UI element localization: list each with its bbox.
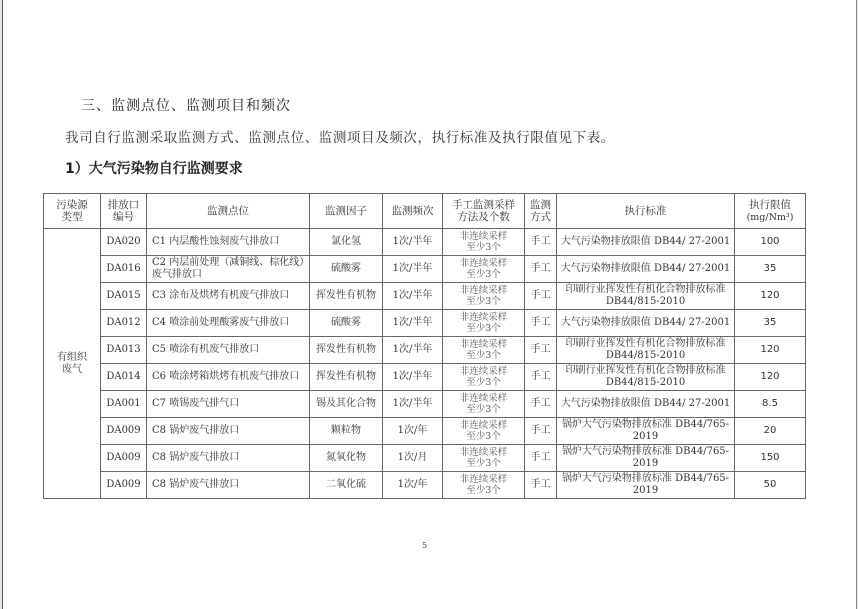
limit-cell: 20 (735, 418, 806, 445)
limit-cell: 50 (735, 472, 806, 499)
outlet-cell: DA009 (101, 472, 147, 499)
factor-cell: 挥发性有机物 (310, 283, 383, 310)
frequency-cell: 1次/年 (383, 472, 443, 499)
standard-cell: 印刷行业挥发性有机化合物排放标准 DB44/815-2010 (557, 364, 735, 391)
frequency-cell: 1次/半年 (383, 283, 443, 310)
location-cell: C8 锅炉废气排放口 (147, 445, 310, 472)
location-cell: C6 喷涂烤箱烘烤有机废气排放口 (147, 364, 310, 391)
frequency-cell: 1次/半年 (383, 364, 443, 391)
method-cell: 非连续采样 至少3个 (443, 283, 525, 310)
location-cell: C1 内层酸性蚀刻废气排放口 (147, 229, 310, 256)
mode-cell: 手工 (525, 418, 557, 445)
header-source-type: 污染源 类型 (44, 194, 101, 229)
table-row (44, 472, 806, 499)
header-outlet-no: 排放口 编号 (101, 194, 147, 229)
standard-cell: 锅炉大气污染物排放标准 DB44/765-2019 (557, 472, 735, 499)
limit-cell: 100 (735, 229, 806, 256)
mode-cell: 手工 (525, 472, 557, 499)
factor-cell: 氮氧化物 (310, 445, 383, 472)
factor-cell: 氯化氢 (310, 229, 383, 256)
method-cell: 非连续采样 至少3个 (443, 418, 525, 445)
method-cell: 非连续采样 至少3个 (443, 256, 525, 283)
table-header-row (44, 194, 806, 229)
outlet-cell: DA016 (101, 256, 147, 283)
table-row (44, 391, 806, 418)
standard-cell: 大气污染物排放限值 DB44/ 27-2001 (557, 229, 735, 256)
location-cell: C8 锅炉废气排放口 (147, 418, 310, 445)
header-mode: 监测 方式 (525, 194, 557, 229)
outlet-cell: DA020 (101, 229, 147, 256)
limit-cell: 35 (735, 310, 806, 337)
section-title: 三、监测点位、监测项目和频次 (81, 98, 291, 114)
table-row (44, 445, 806, 472)
page-number: 5 (422, 541, 428, 550)
location-cell: C8 锅炉废气排放口 (147, 472, 310, 499)
method-cell: 非连续采样 至少3个 (443, 229, 525, 256)
frequency-cell: 1次/半年 (383, 310, 443, 337)
subsection-title: 1）大气污染物自行监测要求 (65, 161, 243, 177)
frequency-cell: 1次/半年 (383, 256, 443, 283)
table-row (44, 283, 806, 310)
standard-cell: 印刷行业挥发性有机化合物排放标准 DB44/815-2010 (557, 337, 735, 364)
method-cell: 非连续采样 至少3个 (443, 445, 525, 472)
table-row (44, 418, 806, 445)
header-limit: 执行限值 (mg/Nm³) (735, 194, 806, 229)
method-cell: 非连续采样 至少3个 (443, 391, 525, 418)
mode-cell: 手工 (525, 445, 557, 472)
standard-cell: 大气污染物排放限值 DB44/ 27-2001 (557, 391, 735, 418)
table-row (44, 310, 806, 337)
monitoring-table (43, 193, 806, 499)
factor-cell: 挥发性有机物 (310, 364, 383, 391)
factor-cell: 硫酸雾 (310, 310, 383, 337)
limit-cell: 150 (735, 445, 806, 472)
method-cell: 非连续采样 至少3个 (443, 472, 525, 499)
outlet-cell: DA009 (101, 418, 147, 445)
mode-cell: 手工 (525, 364, 557, 391)
frequency-cell: 1次/半年 (383, 391, 443, 418)
table-row (44, 229, 806, 256)
table-row (44, 256, 806, 283)
factor-cell: 硫酸雾 (310, 256, 383, 283)
factor-cell: 挥发性有机物 (310, 337, 383, 364)
location-cell: C4 喷涂前处理酸雾废气排放口 (147, 310, 310, 337)
factor-cell: 颗粒物 (310, 418, 383, 445)
header-location: 监测点位 (147, 194, 310, 229)
method-cell: 非连续采样 至少3个 (443, 310, 525, 337)
limit-cell: 35 (735, 256, 806, 283)
standard-cell: 大气污染物排放限值 DB44/ 27-2001 (557, 256, 735, 283)
limit-cell: 8.5 (735, 391, 806, 418)
location-cell: C7 喷锡废气排气口 (147, 391, 310, 418)
standard-cell: 大气污染物排放限值 DB44/ 27-2001 (557, 310, 735, 337)
limit-cell: 120 (735, 283, 806, 310)
standard-cell: 锅炉大气污染物排放标准 DB44/765-2019 (557, 445, 735, 472)
header-frequency: 监测频次 (383, 194, 443, 229)
factor-cell: 二氧化硫 (310, 472, 383, 499)
frequency-cell: 1次/月 (383, 445, 443, 472)
outlet-cell: DA009 (101, 445, 147, 472)
factor-cell: 锡及其化合物 (310, 391, 383, 418)
frequency-cell: 1次/年 (383, 418, 443, 445)
source-type-cell: 有组织 废气 (44, 229, 101, 499)
outlet-cell: DA012 (101, 310, 147, 337)
mode-cell: 手工 (525, 256, 557, 283)
location-cell: C3 涂布及烘烤有机废气排放口 (147, 283, 310, 310)
mode-cell: 手工 (525, 391, 557, 418)
outlet-cell: DA014 (101, 364, 147, 391)
mode-cell: 手工 (525, 337, 557, 364)
outlet-cell: DA001 (101, 391, 147, 418)
standard-cell: 锅炉大气污染物排放标准 DB44/765-2019 (557, 418, 735, 445)
outlet-cell: DA015 (101, 283, 147, 310)
method-cell: 非连续采样 至少3个 (443, 337, 525, 364)
location-cell: C2 内层前处理（减铜线、棕化线）废气排放口 (147, 256, 310, 283)
mode-cell: 手工 (525, 283, 557, 310)
header-factor: 监测因子 (310, 194, 383, 229)
frequency-cell: 1次/半年 (383, 229, 443, 256)
limit-cell: 120 (735, 337, 806, 364)
limit-cell: 120 (735, 364, 806, 391)
mode-cell: 手工 (525, 310, 557, 337)
outlet-cell: DA013 (101, 337, 147, 364)
location-cell: C5 喷涂有机废气排放口 (147, 337, 310, 364)
header-manual-method: 手工监测采样 方法及个数 (443, 194, 525, 229)
intro-paragraph: 我司自行监测采取监测方式、监测点位、监测项目及频次，执行标准及执行限值见下表。 (65, 130, 615, 146)
frequency-cell: 1次/半年 (383, 337, 443, 364)
table-row (44, 364, 806, 391)
table-row (44, 337, 806, 364)
document-page (2, 0, 857, 609)
method-cell: 非连续采样 至少3个 (443, 364, 525, 391)
mode-cell: 手工 (525, 229, 557, 256)
header-standard: 执行标准 (557, 194, 735, 229)
standard-cell: 印刷行业挥发性有机化合物排放标准 DB44/815-2010 (557, 283, 735, 310)
